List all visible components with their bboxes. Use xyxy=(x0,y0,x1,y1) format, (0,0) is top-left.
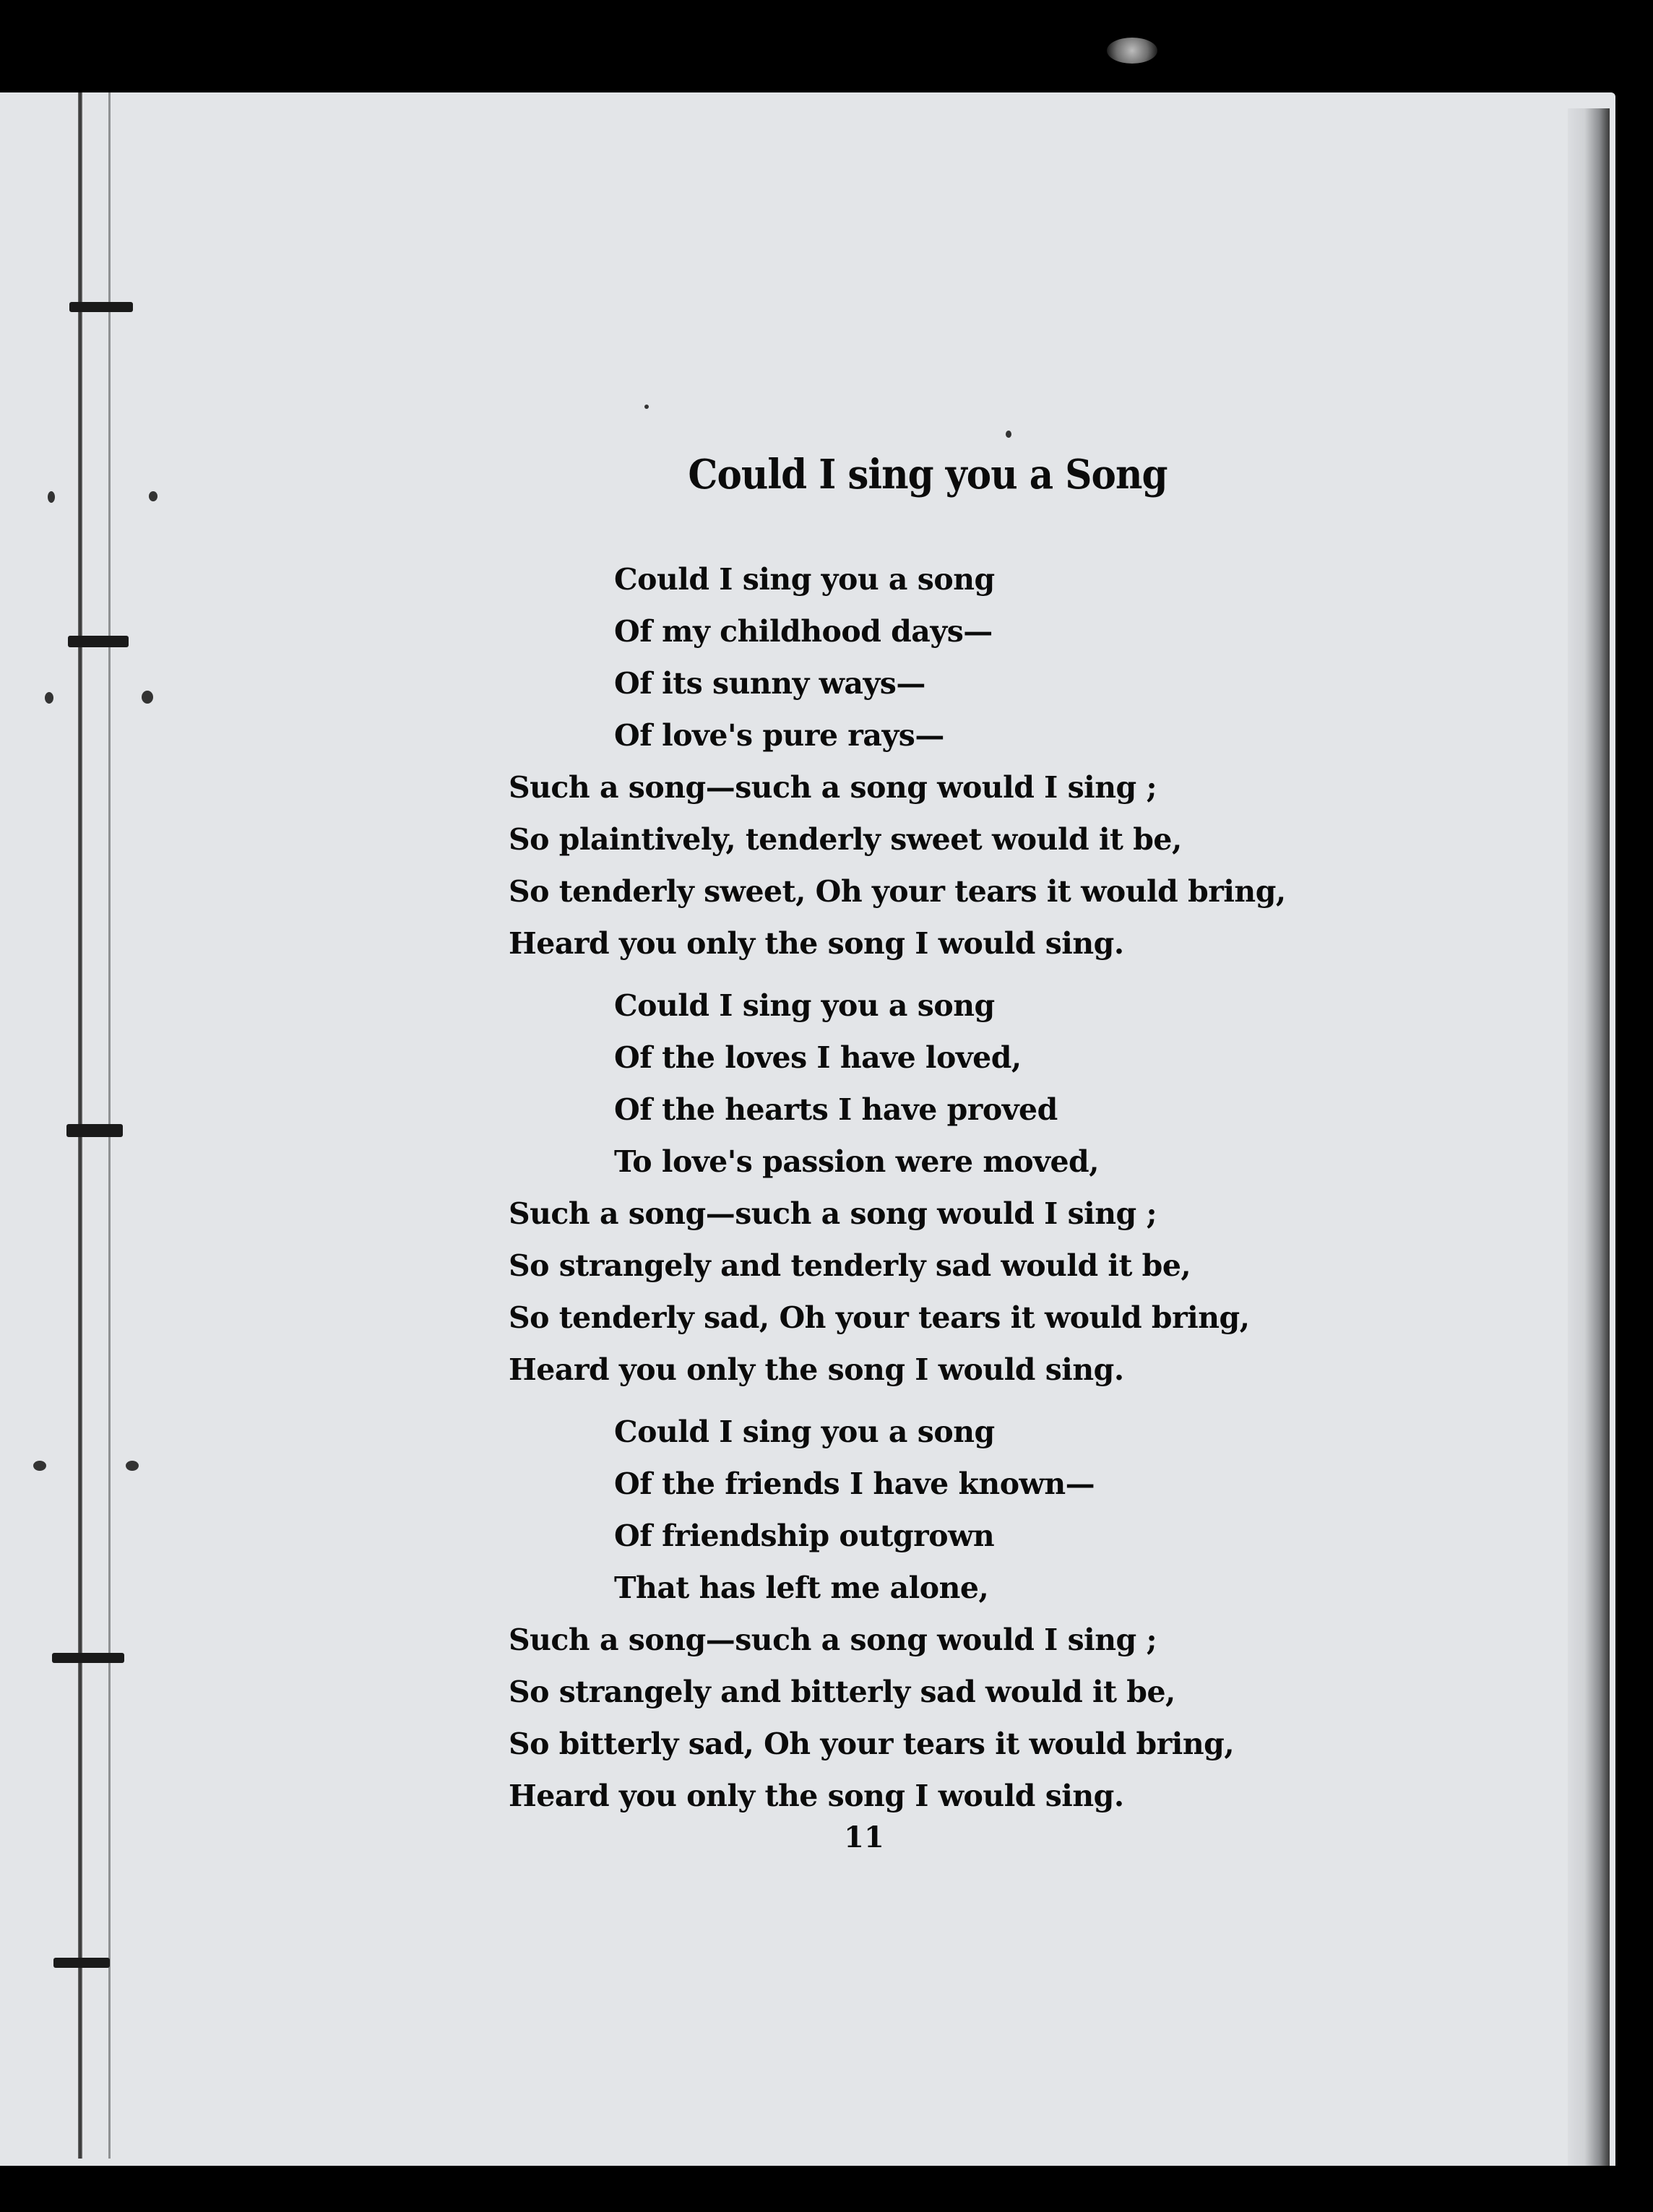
poem-line: Of the hearts I have proved xyxy=(614,1092,1058,1127)
poem-line: Could I sing you a song xyxy=(614,1414,995,1449)
poem-line: So strangely and bitterly sad would it be, xyxy=(509,1675,1175,1709)
page-edge xyxy=(1568,108,1610,2166)
poem-title: Could I sing you a Song xyxy=(688,451,1168,498)
poem-line: Heard you only the song I would sing. xyxy=(509,926,1124,961)
binding-mark xyxy=(52,1653,124,1663)
speck xyxy=(48,491,55,503)
poem-line: Heard you only the song I would sing. xyxy=(509,1352,1124,1387)
poem-line: Of my childhood days— xyxy=(614,614,993,649)
speck xyxy=(126,1461,139,1471)
binding-mark xyxy=(66,1124,123,1137)
poem-line: Of its sunny ways— xyxy=(614,666,925,701)
poem-line: To love's passion were moved, xyxy=(614,1144,1099,1179)
poem-line: Such a song—such a song would I sing ; xyxy=(509,770,1157,805)
poem-line: So bitterly sad, Oh your tears it would bring, xyxy=(509,1727,1235,1761)
speck xyxy=(142,691,153,704)
speck xyxy=(149,491,157,501)
poem-line: Could I sing you a song xyxy=(614,562,995,597)
poem-line: Of love's pure rays— xyxy=(614,718,944,753)
binding-mark xyxy=(69,302,133,312)
poem-line: That has left me alone, xyxy=(614,1571,989,1605)
poem-line: Such a song—such a song would I sing ; xyxy=(509,1196,1157,1231)
speck xyxy=(33,1461,46,1471)
stanza-2 xyxy=(509,980,1347,1396)
poem-line: Of the friends I have known— xyxy=(614,1466,1095,1501)
speck xyxy=(45,692,53,704)
poem-line: Could I sing you a song xyxy=(614,988,995,1023)
poem-line: So tenderly sweet, Oh your tears it would bring, xyxy=(509,874,1286,909)
poem-line: So tenderly sad, Oh your tears it would bring, xyxy=(509,1300,1250,1335)
stanza-1 xyxy=(509,553,1347,969)
stanza-3 xyxy=(509,1406,1347,1822)
binding-mark xyxy=(53,1958,110,1968)
page-number: 11 xyxy=(844,1820,884,1854)
poem-line: So plaintively, tenderly sweet would it be, xyxy=(509,822,1182,857)
binding-mark xyxy=(68,636,129,647)
poem-line: Heard you only the song I would sing. xyxy=(509,1779,1124,1813)
poem-line: Of friendship outgrown xyxy=(614,1518,995,1553)
speck xyxy=(644,405,649,409)
speck xyxy=(1006,431,1011,438)
poem-line: So strangely and tenderly sad would it be, xyxy=(509,1248,1191,1283)
poem-line: Of the loves I have loved, xyxy=(614,1040,1022,1075)
poem-line: Such a song—such a song would I sing ; xyxy=(509,1623,1157,1657)
scan-artifact xyxy=(1107,38,1157,64)
